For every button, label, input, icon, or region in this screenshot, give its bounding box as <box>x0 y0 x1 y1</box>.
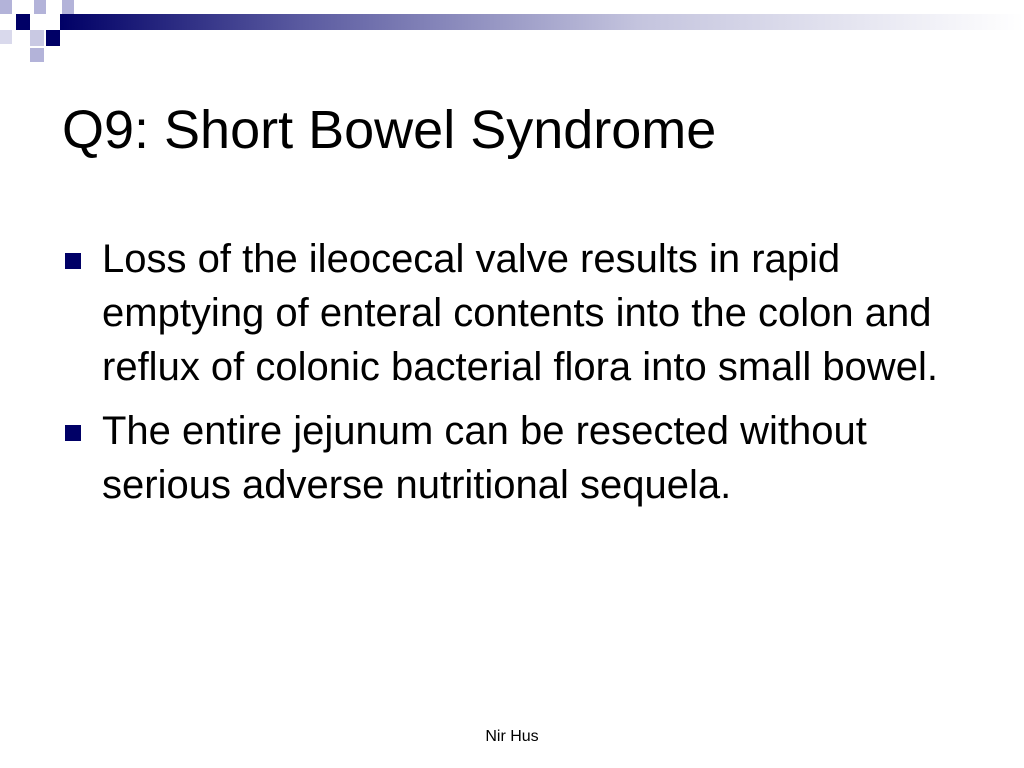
banner-square <box>46 30 60 46</box>
banner-gradient-bar <box>60 14 1024 30</box>
bullet-item <box>60 232 990 394</box>
banner-square <box>34 0 46 14</box>
banner-square <box>30 30 44 46</box>
slide-title: Q9: Short Bowel Syndrome <box>62 100 717 160</box>
banner-square <box>0 0 12 14</box>
footer-author: Nir Hus <box>485 728 539 745</box>
banner-square <box>62 0 74 14</box>
bullet-text: The entire jejunum can be resected without serious adverse nutritional sequela. <box>102 409 867 507</box>
bullet-list <box>60 232 990 522</box>
banner-square <box>30 48 44 62</box>
bullet-text: Loss of the ileocecal valve results in rapid emptying of enteral contents into the colon and reflux of colonic bacterial flora into small bowel. <box>102 237 938 389</box>
banner-square <box>0 30 12 44</box>
square-bullet-icon <box>65 253 81 269</box>
header-banner <box>0 0 1024 64</box>
bullet-item <box>60 404 990 512</box>
square-bullet-icon <box>65 425 81 441</box>
banner-square <box>16 14 30 30</box>
